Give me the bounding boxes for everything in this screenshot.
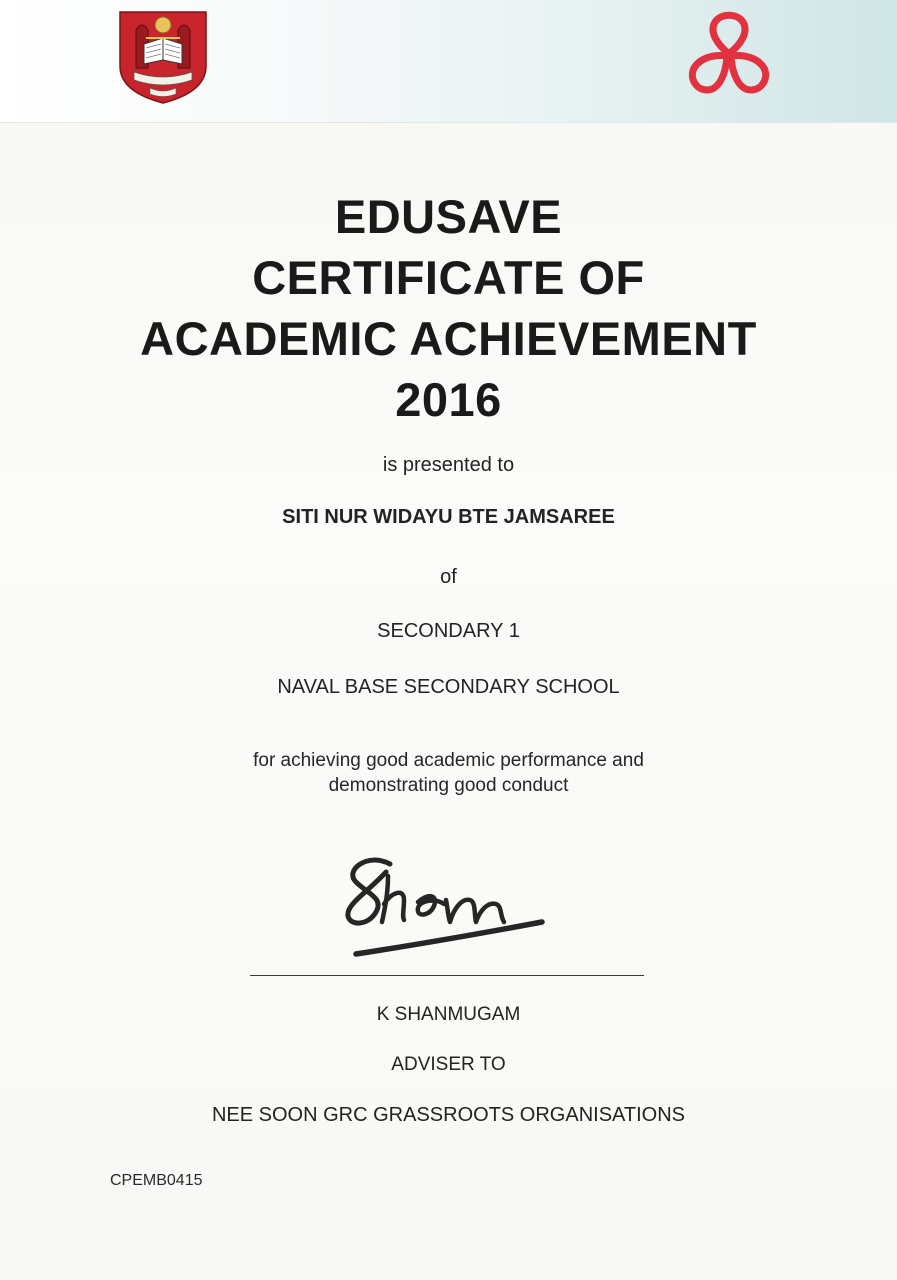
award-reason-line-1: for achieving good academic performance and <box>253 750 644 771</box>
certificate-code: CPEMB0415 <box>110 1172 203 1189</box>
award-reason-line-2: demonstrating good conduct <box>328 775 569 796</box>
recipient-name: SITI NUR WIDAYU BTE JAMSAREE <box>282 506 615 528</box>
signatory-role: ADVISER TO <box>391 1054 506 1075</box>
title-line-1: EDUSAVE <box>334 190 563 243</box>
certificate-title <box>0 186 897 430</box>
presented-to-text: is presented to <box>382 454 515 476</box>
title-line-3: ACADEMIC ACHIEVEMENT <box>140 312 757 365</box>
signature-line <box>250 975 644 976</box>
school-crest-icon <box>116 8 210 105</box>
title-year: 2016 <box>395 373 502 426</box>
of-text: of <box>440 566 457 588</box>
signatory-organisation: NEE SOON GRC GRASSROOTS ORGANISATIONS <box>211 1104 686 1126</box>
award-reason <box>0 748 897 798</box>
class-level: SECONDARY 1 <box>377 620 520 642</box>
title-line-2: CERTIFICATE OF <box>252 251 645 304</box>
handwritten-signature-icon <box>338 842 554 966</box>
peoples-association-logo-icon <box>684 10 774 104</box>
signatory-name: K SHANMUGAM <box>376 1004 521 1025</box>
school-name: NAVAL BASE SECONDARY SCHOOL <box>277 676 620 698</box>
